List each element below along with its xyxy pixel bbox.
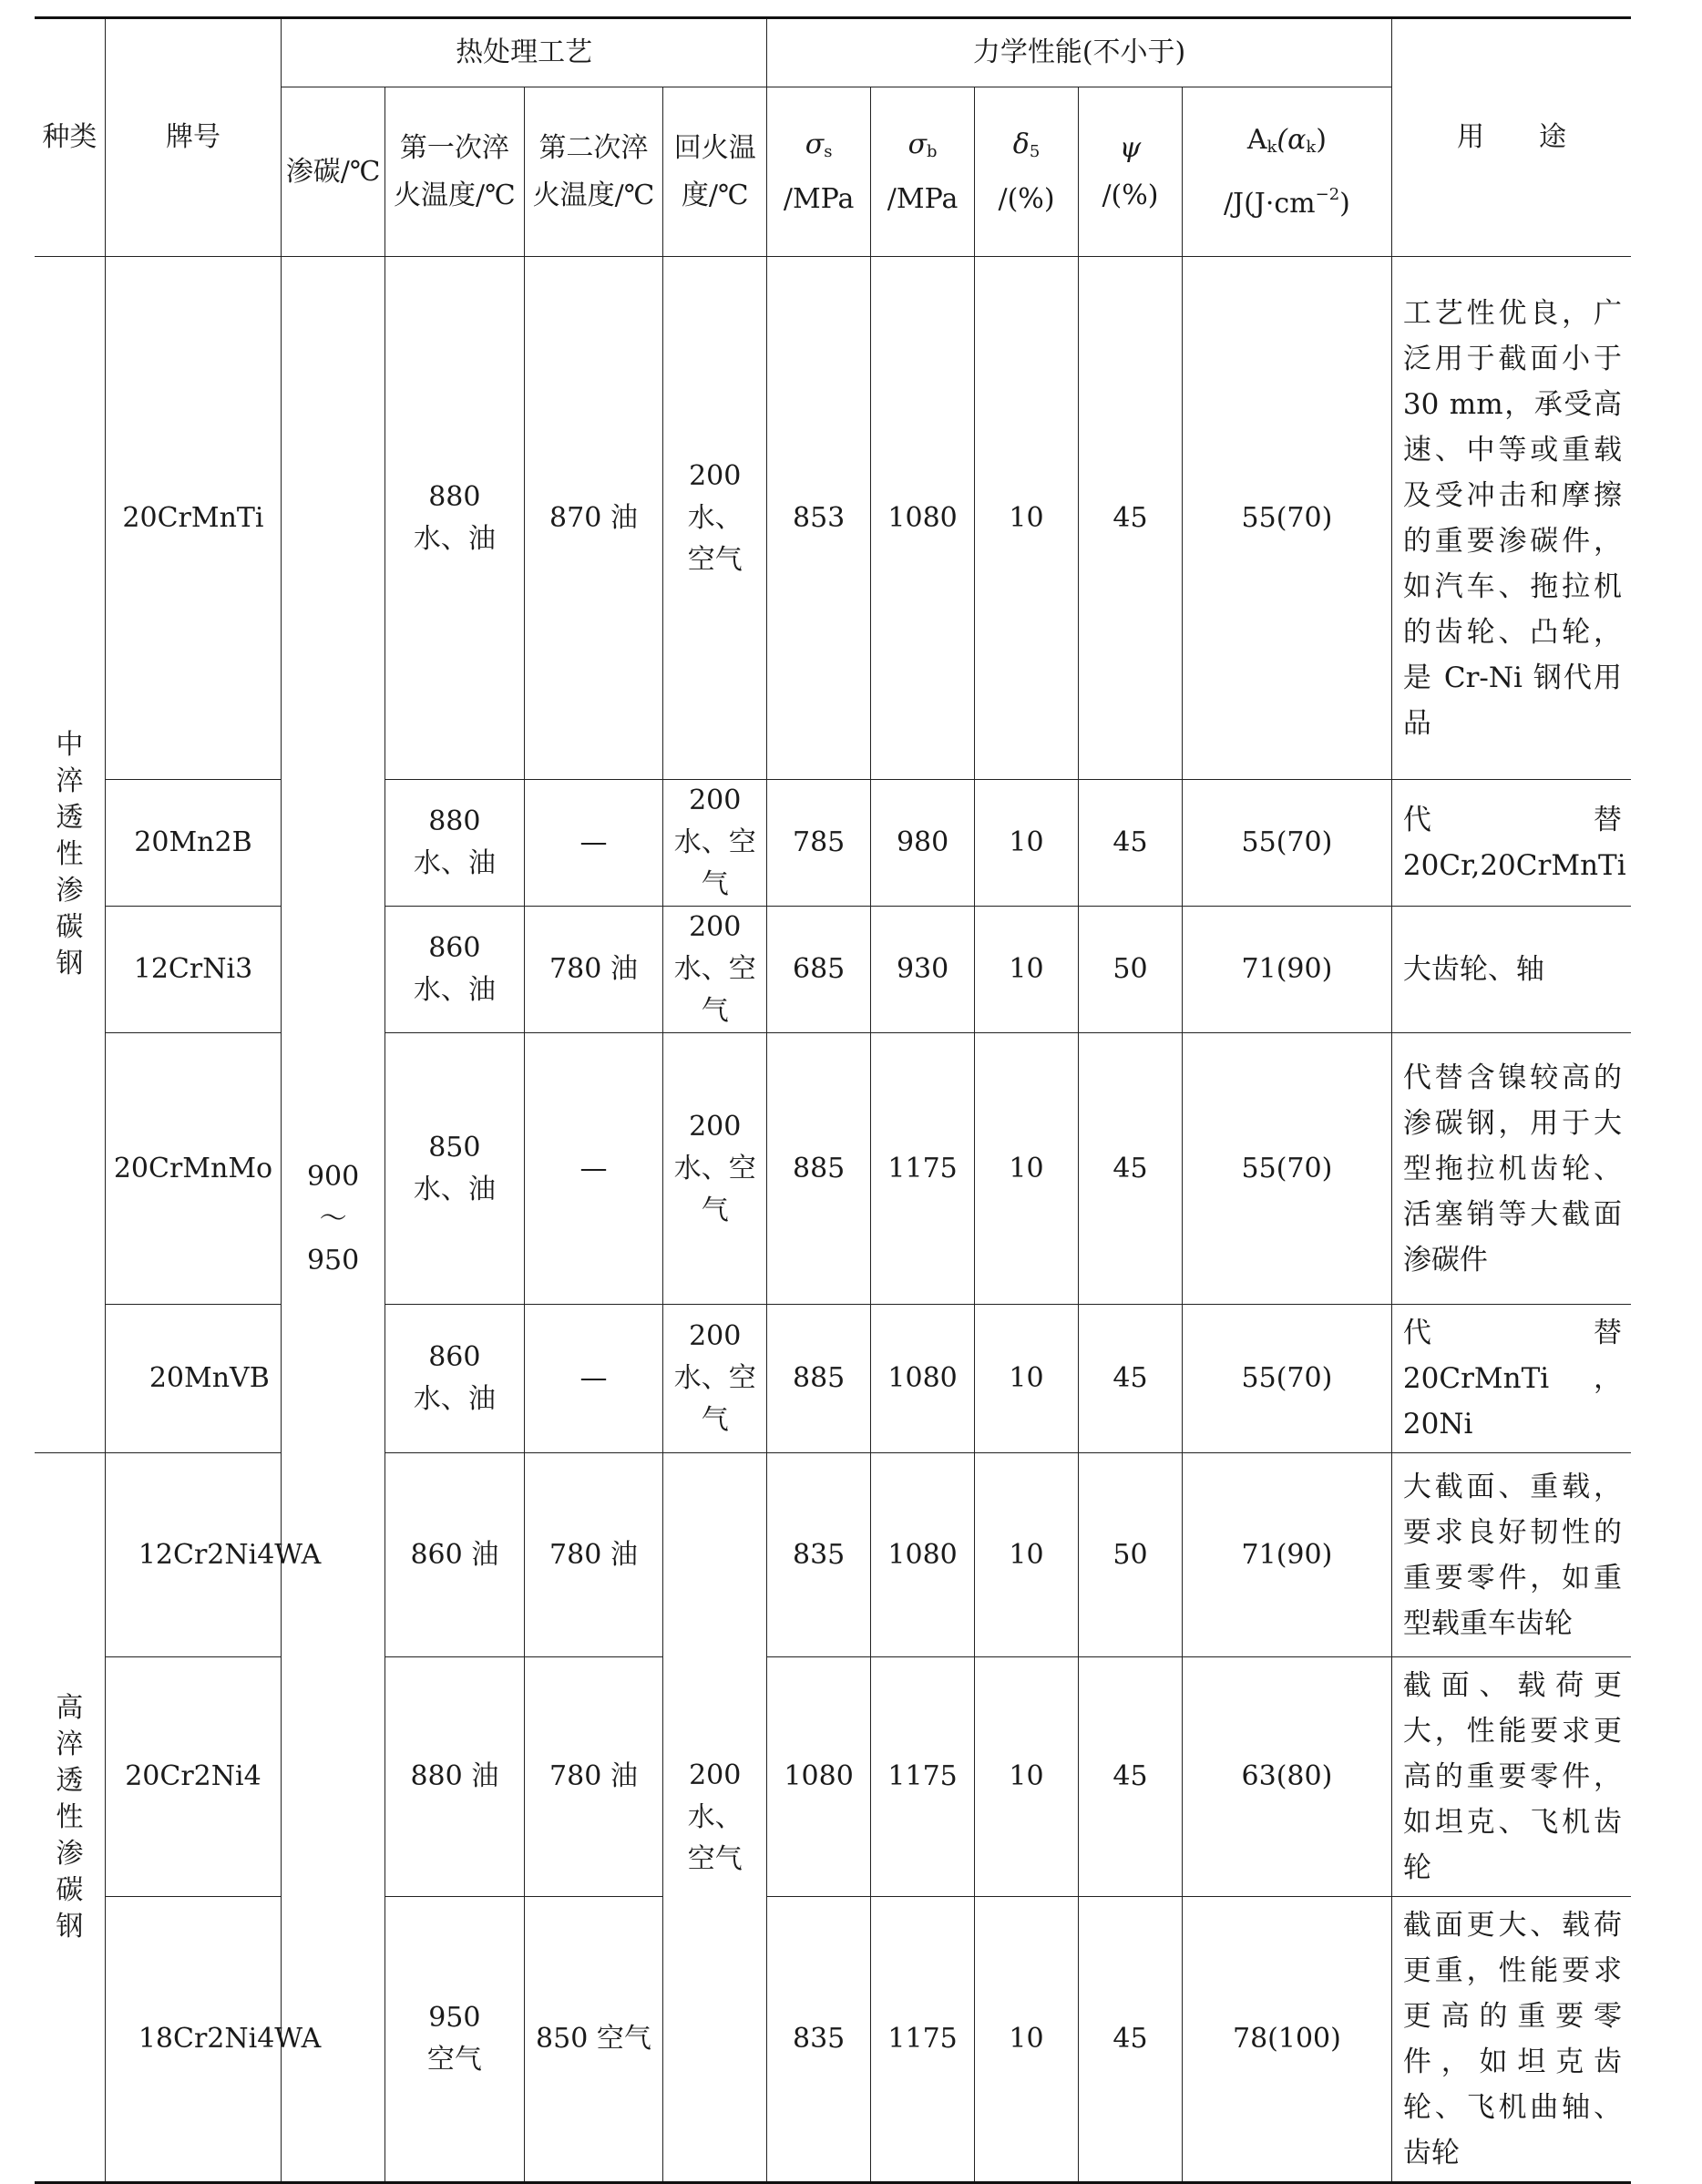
grade-cell: 12CrNi3 — [105, 907, 281, 1033]
grade-cell: 20MnVB — [105, 1305, 281, 1453]
reduction-cell: 45 — [1078, 1305, 1182, 1453]
usage-cell: 大截面、重载，要求良好韧性的重要零件，如重型载重车齿轮 — [1391, 1453, 1631, 1657]
grade-cell: 12Cr2Ni4WA — [105, 1453, 281, 1657]
tensile-strength-cell: 1080 — [871, 1453, 975, 1657]
second-quench-cell: — — [524, 1305, 663, 1453]
first-quench-cell: 950空气 — [385, 1897, 525, 2183]
impact-cell: 55(70) — [1182, 1033, 1391, 1305]
temper-cell: 200 水、空气 — [663, 780, 767, 907]
impact-cell: 63(80) — [1182, 1657, 1391, 1897]
elongation-cell: 10 — [975, 1657, 1079, 1897]
header-grade: 牌号 — [105, 18, 281, 257]
second-quench-cell: 780 油 — [524, 907, 663, 1033]
usage-cell: 截面更大、载荷更重，性能要求更高的重要零件，如坦克齿轮、飞机曲轴、齿轮 — [1391, 1897, 1631, 2183]
yield-strength-cell: 885 — [767, 1033, 871, 1305]
first-quench-cell: 880水、油 — [385, 257, 525, 780]
usage-cell: 截面、载荷更大，性能要求更高的重要零件，如坦克、飞机齿轮 — [1391, 1657, 1631, 1897]
tensile-strength-cell: 1175 — [871, 1657, 975, 1897]
header-reduction-of-area: ψ /(%) — [1078, 87, 1182, 257]
table-row — [35, 257, 1631, 780]
temper-cell: 200 水、空气 — [663, 1305, 767, 1453]
temper-cell: 200水、空气 — [663, 257, 767, 780]
elongation-cell: 10 — [975, 1453, 1079, 1657]
grade-cell: 20Mn2B — [105, 780, 281, 907]
table-row — [35, 907, 1631, 1033]
yield-strength-cell: 1080 — [767, 1657, 871, 1897]
yield-strength-cell: 835 — [767, 1453, 871, 1657]
usage-cell: 大齿轮、轴 — [1391, 907, 1631, 1033]
first-quench-cell: 860水、油 — [385, 907, 525, 1033]
first-quench-cell: 880 油 — [385, 1657, 525, 1897]
first-quench-cell: 850水、油 — [385, 1033, 525, 1305]
reduction-cell: 50 — [1078, 1453, 1182, 1657]
temper-cell: 200水、空气 — [663, 1453, 767, 2183]
header-second-quench: 第二次淬火温度/℃ — [524, 87, 663, 257]
elongation-cell: 10 — [975, 1033, 1079, 1305]
tensile-strength-cell: 980 — [871, 780, 975, 907]
group-label-high: 高淬透性渗碳钢 — [35, 1453, 105, 2183]
usage-cell: 代替 20Cr,20CrMnTi — [1391, 780, 1631, 907]
yield-strength-cell: 685 — [767, 907, 871, 1033]
second-quench-cell: 780 油 — [524, 1657, 663, 1897]
elongation-cell: 10 — [975, 1305, 1079, 1453]
elongation-cell: 10 — [975, 907, 1079, 1033]
second-quench-cell: — — [524, 1033, 663, 1305]
impact-cell: 55(70) — [1182, 257, 1391, 780]
tensile-strength-cell: 1175 — [871, 1033, 975, 1305]
second-quench-cell: — — [524, 780, 663, 907]
table-row — [35, 1305, 1631, 1453]
reduction-cell: 45 — [1078, 257, 1182, 780]
carburizing-steel-table — [35, 16, 1631, 2184]
first-quench-cell: 860水、油 — [385, 1305, 525, 1453]
impact-cell: 55(70) — [1182, 1305, 1391, 1453]
tensile-strength-cell: 1080 — [871, 1305, 975, 1453]
header-yield-strength: $\sigma_s$ /MPa — [767, 87, 871, 257]
impact-cell: 71(90) — [1182, 907, 1391, 1033]
tensile-strength-cell: 1080 — [871, 257, 975, 780]
elongation-cell: 10 — [975, 1897, 1079, 2183]
header-category: 种类 — [35, 18, 105, 257]
header-carburize-temp: 渗碳/℃ — [282, 87, 385, 257]
usage-cell: 代替 20CrMnTi，20Ni — [1391, 1305, 1631, 1453]
tensile-strength-cell: 930 — [871, 907, 975, 1033]
reduction-cell: 45 — [1078, 1657, 1182, 1897]
usage-cell: 代替含镍较高的渗碳钢，用于大型拖拉机齿轮、活塞销等大截面渗碳件 — [1391, 1033, 1631, 1305]
header-impact-energy: $A_k(\alpha_k)$ $/J(J\cdot cm^{-2})$ — [1182, 87, 1391, 257]
table-row — [35, 1897, 1631, 2183]
impact-cell: 55(70) — [1182, 780, 1391, 907]
grade-cell: 20Cr2Ni4 — [105, 1657, 281, 1897]
header-heat-treatment: 热处理工艺 — [282, 18, 767, 87]
reduction-cell: 45 — [1078, 1033, 1182, 1305]
reduction-cell: 45 — [1078, 780, 1182, 907]
temper-cell: 200 水、空气 — [663, 907, 767, 1033]
usage-cell: 工艺性优良，广泛用于截面小于 30 mm，承受高速、中等或重载及受冲击和摩擦的重要渗碳件，如汽车、拖拉机的齿轮、凸轮，是 Cr-Ni 钢代用品 — [1391, 257, 1631, 780]
impact-cell: 71(90) — [1182, 1453, 1391, 1657]
yield-strength-cell: 853 — [767, 257, 871, 780]
grade-cell: 20CrMnTi — [105, 257, 281, 780]
yield-strength-cell: 835 — [767, 1897, 871, 2183]
steel-table-container — [35, 16, 1631, 2184]
table-row — [35, 1657, 1631, 1897]
header-usage: 用 途 — [1391, 18, 1631, 257]
header-mechanical-properties: 力学性能(不小于) — [767, 18, 1392, 87]
header-temper: 回火温度/℃ — [663, 87, 767, 257]
first-quench-cell: 860 油 — [385, 1453, 525, 1657]
yield-strength-cell: 885 — [767, 1305, 871, 1453]
table-row — [35, 1033, 1631, 1305]
group-label-medium: 中淬透性渗碳钢 — [35, 257, 105, 1453]
impact-cell: 78(100) — [1182, 1897, 1391, 2183]
tensile-strength-cell: 1175 — [871, 1897, 975, 2183]
first-quench-cell: 880水、油 — [385, 780, 525, 907]
reduction-cell: 50 — [1078, 907, 1182, 1033]
temper-cell: 200 水、空气 — [663, 1033, 767, 1305]
second-quench-cell: 850 空气 — [524, 1897, 663, 2183]
elongation-cell: 10 — [975, 257, 1079, 780]
header-elongation: $\delta_5$ /(%) — [975, 87, 1079, 257]
elongation-cell: 10 — [975, 780, 1079, 907]
header-tensile-strength: $\sigma_b$ /MPa — [871, 87, 975, 257]
table-row — [35, 780, 1631, 907]
grade-cell: 18Cr2Ni4WA — [105, 1897, 281, 2183]
header-first-quench: 第一次淬火温度/℃ — [385, 87, 525, 257]
table-row — [35, 1453, 1631, 1657]
second-quench-cell: 870 油 — [524, 257, 663, 780]
reduction-cell: 45 — [1078, 1897, 1182, 2183]
carburize-temp-cell: 900～950 — [282, 257, 385, 2183]
second-quench-cell: 780 油 — [524, 1453, 663, 1657]
grade-cell: 20CrMnMo — [105, 1033, 281, 1305]
yield-strength-cell: 785 — [767, 780, 871, 907]
